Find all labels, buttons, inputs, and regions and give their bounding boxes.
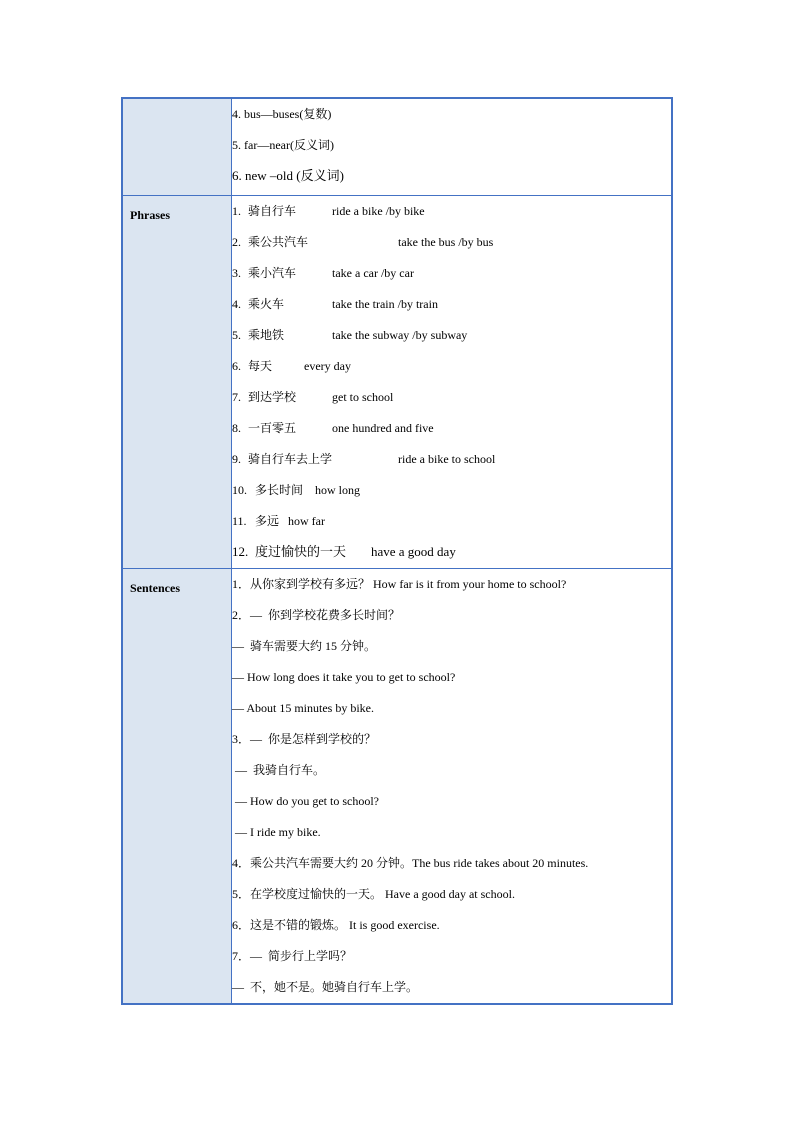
phrase-chinese: 乘地铁 <box>248 328 285 342</box>
sentence-line: — How long does it take you to get to school? <box>232 670 456 684</box>
phrase-line <box>232 320 671 351</box>
row-label: Sentences <box>130 581 180 595</box>
phrase-english: ride a bike /by bike <box>332 204 425 218</box>
sentence-line: — I ride my bike. <box>232 825 321 839</box>
phrase-english: how far <box>288 514 325 528</box>
phrase-line <box>232 227 671 258</box>
phrase-english: take the bus /by bus <box>398 235 494 249</box>
phrase-line <box>232 289 671 320</box>
sentence-line: 6．这是不错的锻炼。 It is good exercise. <box>232 918 440 932</box>
phrase-number: 3. <box>232 266 241 280</box>
row-content-cell <box>232 98 673 196</box>
sentence-line: — 骑车需要大约 15 分钟。 <box>232 639 377 653</box>
phrase-chinese: 乘公共汽车 <box>248 235 309 249</box>
sentence-line: 4．乘公共汽车需要大约 20 分钟。The bus ride takes about 20 minutes. <box>232 856 589 870</box>
phrase-chinese: 一百零五 <box>248 421 297 435</box>
sentence-line: 1．从你家到学校有多远？ How far is it from your home to school? <box>232 577 567 591</box>
phrase-number: 1. <box>232 204 241 218</box>
phrase-chinese: 度过愉快的一天 <box>255 544 347 559</box>
phrase-english: one hundred and five <box>332 421 434 435</box>
sentence-line: — 不，她不是。她骑自行车上学。 <box>232 980 419 994</box>
word-line: 4. bus—buses(复数) <box>232 107 332 121</box>
phrase-english: get to school <box>332 390 394 404</box>
phrase-english: take the subway /by subway <box>332 328 468 342</box>
sentence-line: — 我骑自行车。 <box>232 763 326 777</box>
phrase-line <box>232 382 671 413</box>
phrase-line <box>232 537 671 568</box>
phrase-english: have a good day <box>371 544 456 559</box>
phrase-chinese: 到达学校 <box>248 390 297 404</box>
phrase-number: 8. <box>232 421 241 435</box>
phrase-chinese: 骑自行车 <box>248 204 297 218</box>
phrase-line <box>232 413 671 444</box>
sentence-line: 3．— 你是怎样到学校的？ <box>232 732 377 746</box>
sentence-line: — About 15 minutes by bike. <box>232 701 374 715</box>
row-label-cell <box>122 196 232 569</box>
phrase-line <box>232 444 671 475</box>
phrase-english: take the train /by train <box>332 297 438 311</box>
phrase-chinese: 乘火车 <box>248 297 285 311</box>
phrase-english: every day <box>304 359 351 373</box>
phrase-chinese: 多长时间 <box>255 483 304 497</box>
phrase-line <box>232 351 671 382</box>
phrase-number: 5. <box>232 328 241 342</box>
phrase-line <box>232 196 671 227</box>
row-label-cell <box>122 569 232 1005</box>
phrase-chinese: 多远 <box>255 514 280 528</box>
phrase-number: 11. <box>232 514 247 528</box>
phrase-number: 2. <box>232 235 241 249</box>
phrase-line <box>232 475 671 506</box>
table-row <box>122 569 672 1005</box>
phrase-english: take a car /by car <box>332 266 414 280</box>
phrase-number: 7. <box>232 390 241 404</box>
phrase-chinese: 每天 <box>248 359 273 373</box>
sentence-line: — How do you get to school? <box>232 794 379 808</box>
phrase-english: how long <box>315 483 360 497</box>
phrase-line <box>232 506 671 537</box>
table-row <box>122 98 672 196</box>
row-content-cell <box>232 196 673 569</box>
phrase-chinese: 乘小汽车 <box>248 266 297 280</box>
phrase-number: 9. <box>232 452 241 466</box>
phrase-number: 6. <box>232 359 241 373</box>
phrase-line <box>232 258 671 289</box>
row-label-cell <box>122 98 232 196</box>
phrase-english: ride a bike to school <box>398 452 496 466</box>
phrase-number: 12. <box>232 544 249 559</box>
row-label <box>123 99 231 111</box>
phrase-number: 10. <box>232 483 247 497</box>
phrase-chinese: 骑自行车去上学 <box>248 452 333 466</box>
sentence-line: 5．在学校度过愉快的一天。 Have a good day at school. <box>232 887 515 901</box>
row-content-cell <box>232 569 673 1005</box>
word-line: 5. far—near(反义词) <box>232 138 334 152</box>
sentence-line: 7．— 简步行上学吗？ <box>232 949 353 963</box>
word-line: 6. new –old (反义词) <box>232 168 344 183</box>
vocabulary-table <box>121 97 673 1005</box>
sentence-line: 2．— 你到学校花费多长时间？ <box>232 608 401 622</box>
table-row <box>122 196 672 569</box>
row-label: Phrases <box>130 208 170 222</box>
phrase-number: 4. <box>232 297 241 311</box>
